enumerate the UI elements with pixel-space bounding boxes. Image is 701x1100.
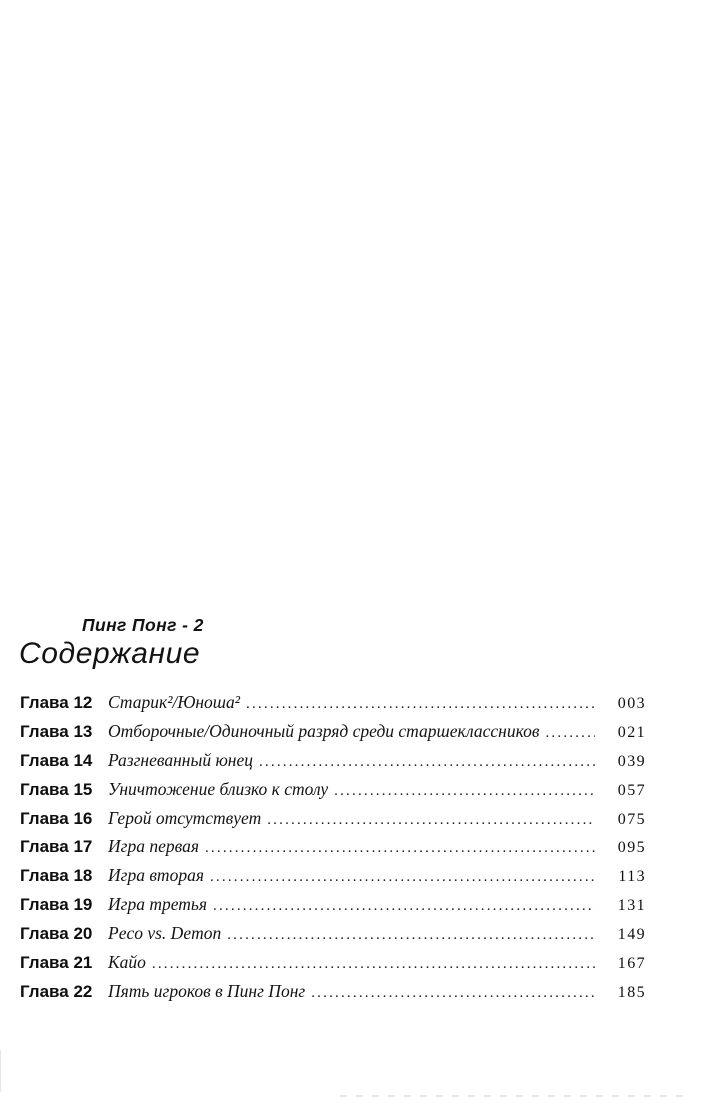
chapter-label: Глава 19	[20, 895, 93, 915]
toc-entry	[20, 775, 646, 804]
chapter-title: Кайо	[108, 952, 146, 973]
chapter-label: Глава 16	[20, 808, 93, 828]
toc-entry	[20, 861, 646, 890]
scan-artifact	[340, 1095, 690, 1097]
toc-entry	[20, 804, 646, 833]
toc-entry	[20, 977, 646, 1006]
chapter-title: Герой отсутствует	[108, 807, 262, 828]
chapter-label: Глава 21	[20, 953, 93, 973]
chapter-page-number: 149	[617, 926, 646, 944]
chapter-page-number: 185	[617, 983, 646, 1001]
chapter-label: Глава 15	[20, 779, 93, 799]
chapter-page-number: 021	[617, 723, 646, 741]
chapter-title: Peco vs. Demon	[108, 923, 222, 944]
dot-leader	[334, 777, 595, 806]
contents-heading: Содержание	[19, 637, 201, 670]
chapter-label: Глава 13	[20, 721, 93, 741]
chapter-title: Игра вторая	[108, 865, 204, 886]
toc-entry	[20, 948, 646, 977]
toc-entry	[20, 746, 646, 775]
chapter-title: Пять игроков в Пинг Понг	[108, 980, 306, 1001]
chapter-label: Глава 14	[20, 750, 93, 770]
series-title: Пинг Понг - 2	[82, 615, 204, 635]
chapter-label: Глава 17	[20, 837, 93, 857]
chapter-page-number: 003	[617, 695, 646, 712]
dot-leader	[205, 834, 595, 863]
dot-leader	[267, 806, 595, 835]
dot-leader	[311, 979, 595, 1008]
chapter-page-number: 095	[617, 839, 646, 857]
toc-entry	[20, 919, 646, 948]
chapter-title: Старик²/Юноша²	[108, 692, 241, 712]
chapter-title: Игра первая	[108, 836, 199, 857]
scan-artifact	[0, 1050, 1, 1092]
toc-entry	[20, 717, 646, 746]
toc-entry	[20, 832, 646, 861]
chapter-label: Глава 18	[20, 866, 93, 886]
chapter-title: Игра третья	[108, 894, 208, 915]
toc-entry	[20, 890, 646, 919]
dot-leader	[545, 719, 595, 748]
chapter-page-number: 131	[617, 897, 646, 915]
chapter-title: Уничтожение близко к столу	[108, 778, 329, 799]
dot-leader	[227, 921, 595, 950]
dot-leader	[213, 892, 595, 921]
toc-entry	[20, 688, 646, 717]
chapter-label: Глава 12	[20, 693, 93, 712]
chapter-page-number: 075	[617, 810, 646, 828]
chapter-title: Отборочные/Одиночный разряд среди старшеклассников	[108, 720, 540, 741]
dot-leader	[246, 690, 595, 719]
chapter-page-number: 057	[617, 781, 646, 799]
dot-leader	[259, 748, 595, 777]
dot-leader	[210, 863, 595, 892]
chapter-page-number: 113	[618, 868, 646, 886]
table-of-contents	[20, 688, 646, 1006]
chapter-page-number: 039	[617, 752, 646, 770]
dot-leader	[152, 950, 595, 979]
chapter-title: Разгневанный юнец	[108, 749, 253, 770]
chapter-page-number: 167	[617, 955, 646, 973]
chapter-label: Глава 22	[20, 981, 93, 1001]
chapter-label: Глава 20	[20, 924, 93, 944]
